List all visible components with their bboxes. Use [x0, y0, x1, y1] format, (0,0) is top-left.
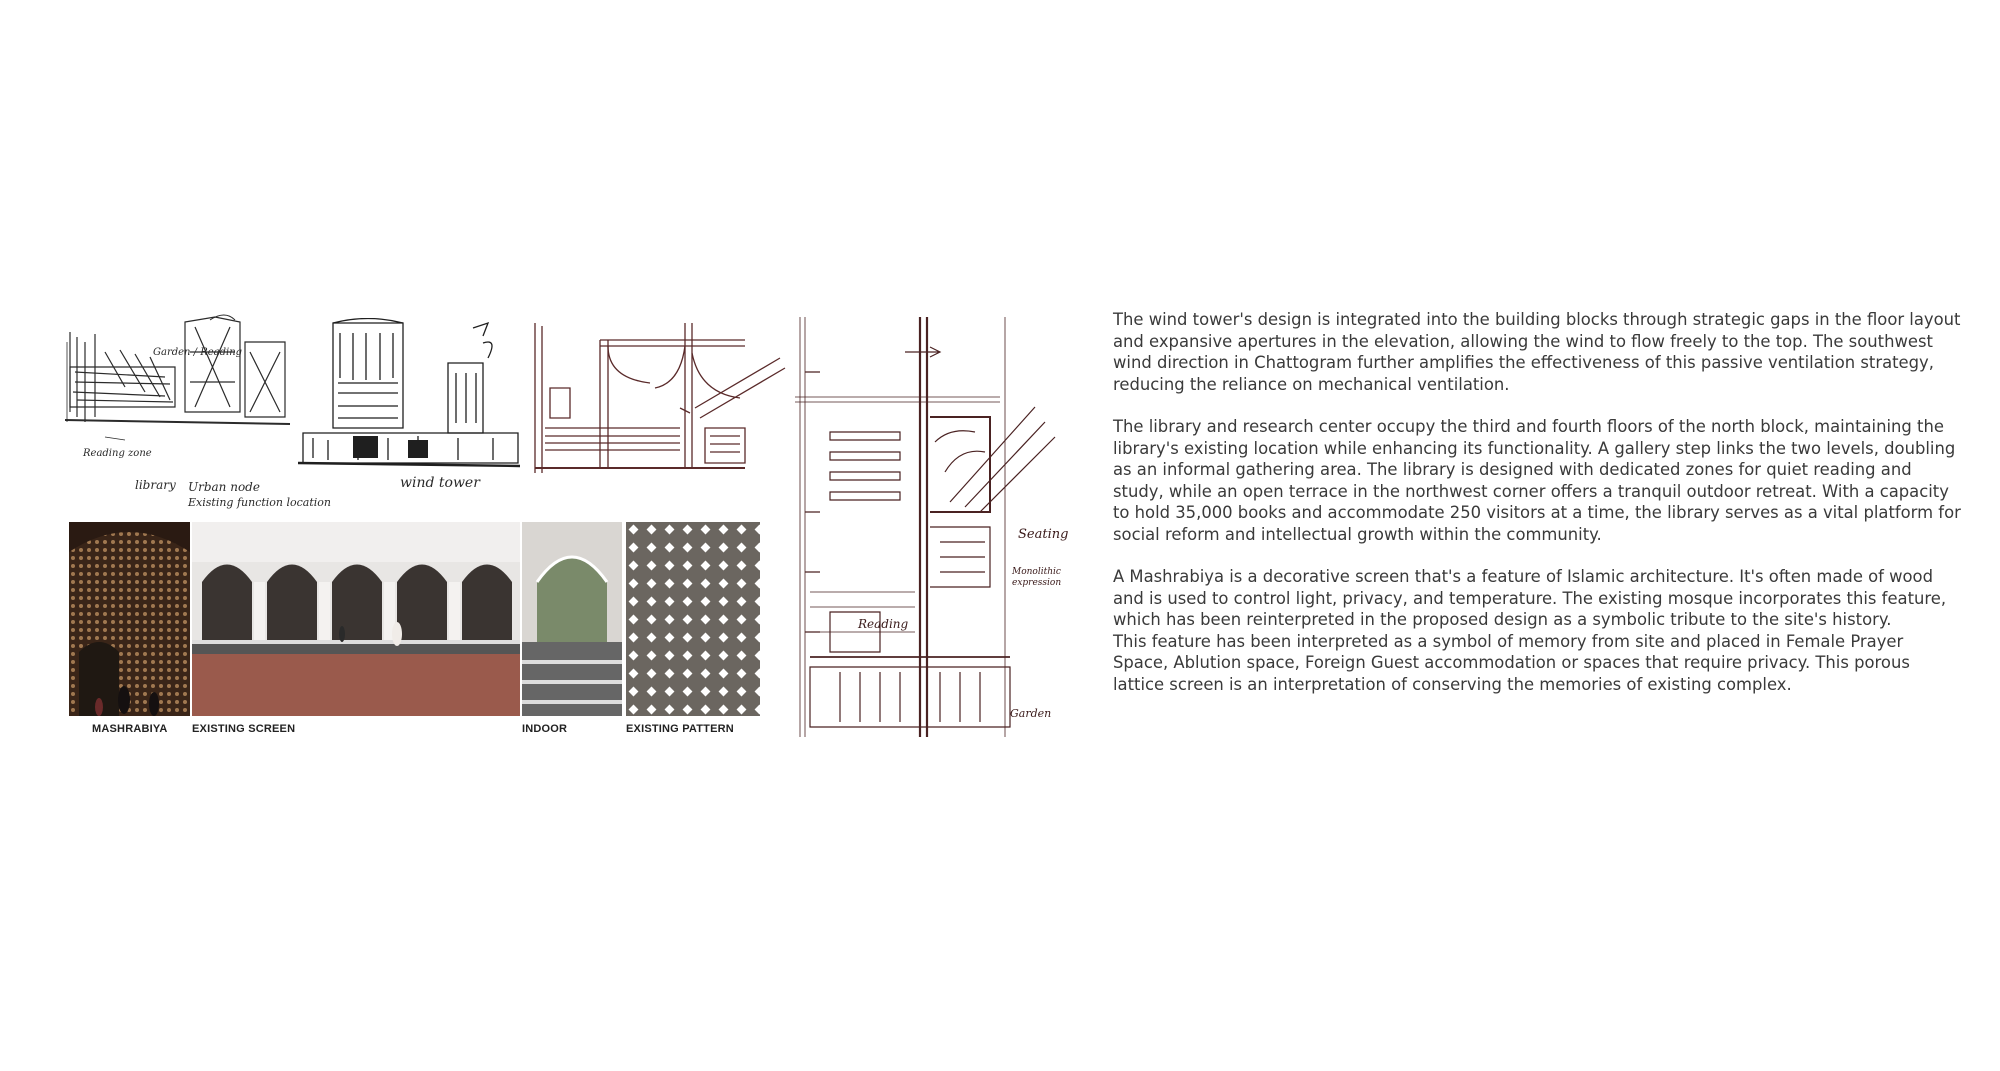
- garden-reading-label: Garden / Reading: [153, 347, 243, 358]
- seating-label: Seating: [1018, 527, 1069, 542]
- indoor-photo: [522, 522, 622, 716]
- paragraph-library: The library and research center occupy the third and fourth floors of the north block, maintaining the library's existing location while enhancing its functionality. A gallery step links the two levels, doubling as an informal gathering area. The library is designed with dedicated zones for quiet reading and study, while an open terrace in the northwest corner offers a tranquil outdoor retreat. With a capacity to hold 35,000 books and accommodate 250 visitors at a time, the library serves as a vital platform for social reform and intellectual growth within the community.: [1113, 417, 1961, 544]
- library-sketch: [65, 312, 295, 472]
- mashrabiya-caption: MASHRABIYA: [92, 723, 168, 735]
- wind-tower-sketch: [298, 318, 523, 478]
- paragraph-mashrabiya: A Mashrabiya is a decorative screen that's a feature of Islamic architecture. It's often made of wood and is used to control light, privacy, and temperature. The existing mosque incorporates this feature, which has been reinterpreted in the proposed design as a symbolic tribute to the site's history.: [1113, 567, 1947, 629]
- monolithic-label: Monolithic expression: [1012, 567, 1062, 588]
- reading-label: Reading: [858, 617, 909, 631]
- description-text: [1113, 309, 1963, 695]
- reading-zone-label: Reading zone: [83, 448, 152, 459]
- mashrabiya-photo: [69, 522, 190, 716]
- existing-function-label: Existing function location: [188, 496, 332, 509]
- tall-section-sketch: [790, 312, 1070, 742]
- paragraph-wind-tower: The wind tower's design is integrated into the building blocks through strategic gaps in the floor layout and expansive apertures in the elevation, allowing the wind to flow freely to the top. The southwest wind direction in Chattogram further amplifies the effectiveness of this passive ventilation strategy, reducing the reliance on mechanical ventilation.: [1113, 310, 1961, 394]
- indoor-caption: INDOOR: [522, 723, 568, 735]
- existing-screen-photo: [192, 522, 520, 716]
- existing-pattern-caption: EXISTING PATTERN: [626, 723, 734, 735]
- library-label: library: [135, 478, 176, 492]
- section-sketch: [530, 318, 790, 478]
- existing-pattern-photo: [626, 522, 760, 716]
- existing-screen-caption: EXISTING SCREEN: [192, 723, 296, 735]
- garden-label: Garden: [1010, 707, 1052, 720]
- urban-node-label: Urban node: [188, 480, 260, 494]
- paragraph-memory: This feature has been interpreted as a symbol of memory from site and placed in Female Prayer Space, Ablution space, Foreign Guest accommodation or spaces that require privacy. This porous lattice screen is an interpretation of conserving the memories of existing complex.: [1113, 631, 1910, 694]
- wind-tower-label: wind tower: [400, 475, 480, 491]
